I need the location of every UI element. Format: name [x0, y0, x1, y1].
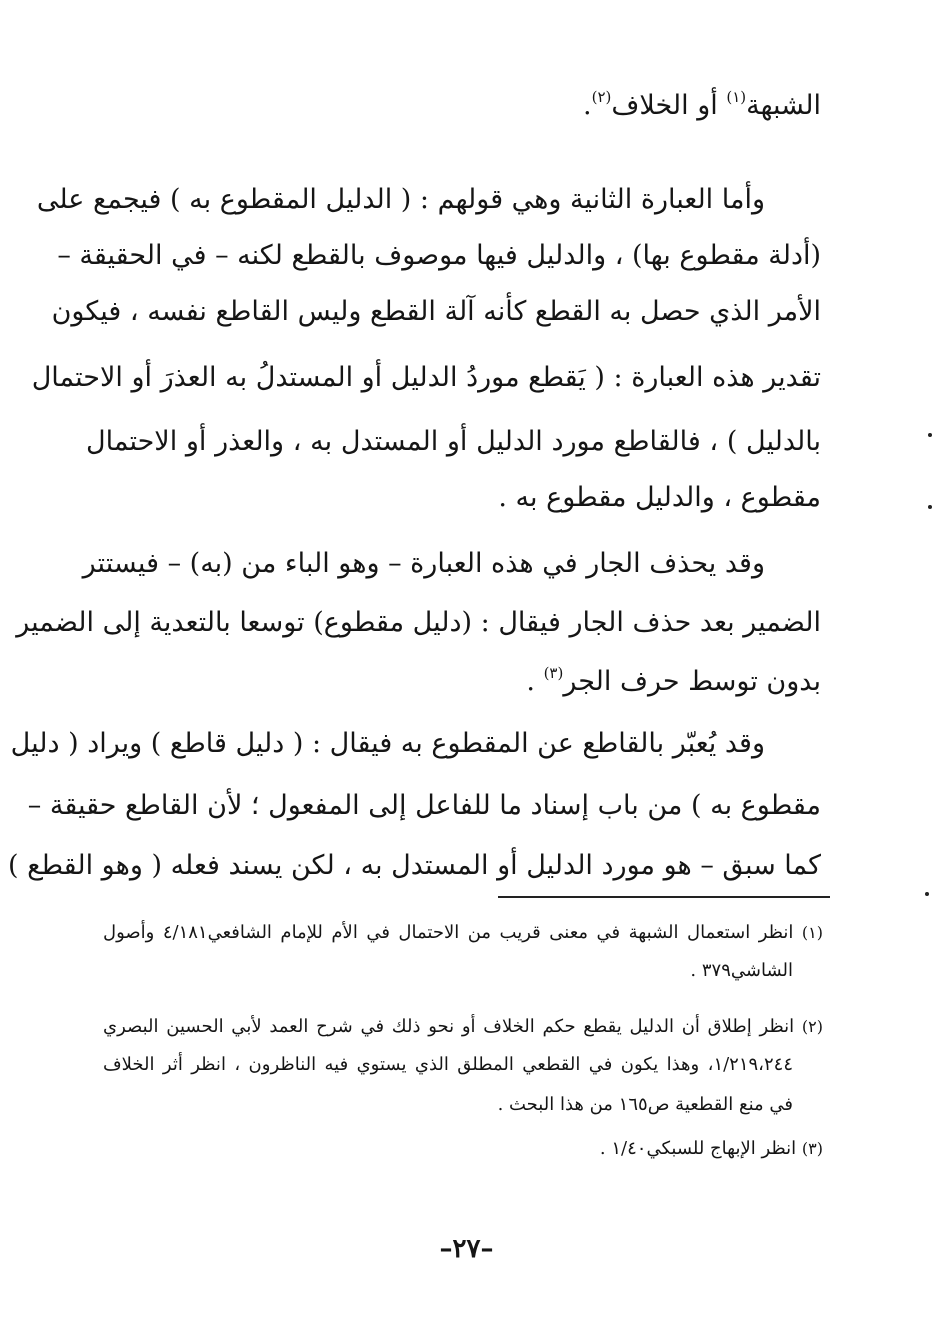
text-line [86, 86, 821, 126]
text-line: تقدير هذه العبارة : ( يَقطع موردُ الدليل أو المستدلُ به العذرَ أو الاحتمال [31, 362, 821, 393]
text-line: بالدليل ) ، فالقاطع مورد الدليل أو المستدل به ، والعذر أو الاحتمال [86, 426, 821, 457]
text-line: (أدلة مقطوع بها) ، والدليل فيها موصوف بالقطع لكنه – في الحقيقة – [57, 240, 821, 271]
line-text: أو الخلاف [611, 90, 727, 121]
footnote-line [103, 1134, 823, 1164]
text-line: وقد يحذف الجار في هذه العبارة – وهو الباء من (به) – فيستتر [82, 548, 765, 579]
line-text: بدون توسط حرف الجر [563, 666, 821, 697]
text-line: وأما العبارة الثانية وهي قولهم : ( الدليل المقطوع به ) فيجمع على [36, 184, 765, 215]
footnote-text: انظر استعمال الشبهة في معنى قريب من الاحتمال في الأم للإمام الشافعي٤/١٨١ وأصول [103, 922, 794, 943]
footnote-line [103, 918, 823, 948]
text-line: وقد يُعبّر بالقاطع عن المقطوع به فيقال : ( دليل قاطع ) ويراد ( دليل [10, 728, 765, 759]
text-line: الضمير بعد حذف الجار فيقال : (دليل مقطوع) توسعا بالتعدية إلى الضمير [16, 607, 821, 638]
scan-speck [925, 892, 929, 896]
text-line [86, 662, 821, 702]
footnote-line: ١/٢١٩،٢٤٤، وهذا يكون في القطعي المطلق الذي يستوي فيه الناظرون ، انظر أثر الخلاف [103, 1054, 793, 1075]
line-text: الشبهة [746, 90, 821, 121]
text-line: مقطوع به ) من باب إسناد ما للفاعل إلى المفعول ؛ لأن القاطع حقيقة – [27, 790, 821, 821]
footnote-line [103, 1012, 823, 1042]
footnote-ref: (٣) [543, 664, 564, 682]
page-number: –٢٧– [439, 1234, 494, 1264]
line-text: . [582, 90, 592, 121]
footnote-number: (١) [801, 923, 823, 942]
footnote-ref: (٢) [591, 88, 612, 106]
footnote-ref: (١) [726, 88, 747, 106]
scan-speck [928, 433, 932, 437]
footnote-line: في منع القطعية ص١٦٥ من هذا البحث . [497, 1094, 793, 1115]
text-line: مقطوع ، والدليل مقطوع به . [498, 482, 821, 513]
scan-speck [928, 505, 932, 509]
footnote-number: (٣) [801, 1139, 823, 1158]
footnote-number: (٢) [801, 1017, 823, 1036]
footnote-separator [498, 896, 830, 898]
footnote-line: الشاشي٣٧٩ . [690, 960, 793, 981]
footnote-text: انظر إطلاق أن الدليل يقطع حكم الخلاف أو نحو ذلك في شرح العمد لأبي الحسين البصري [103, 1016, 795, 1037]
text-line: كما سبق – هو مورد الدليل أو المستدل به ، لكن يسند فعله ( وهو القطع ) [8, 850, 821, 881]
line-text: . [526, 666, 544, 697]
text-line: الأمر الذي حصل به القطع كأنه آلة القطع وليس القاطع نفسه ، فيكون [51, 296, 821, 327]
footnote-text: انظر الإبهاج للسبكي١/٤٠ . [599, 1138, 797, 1159]
